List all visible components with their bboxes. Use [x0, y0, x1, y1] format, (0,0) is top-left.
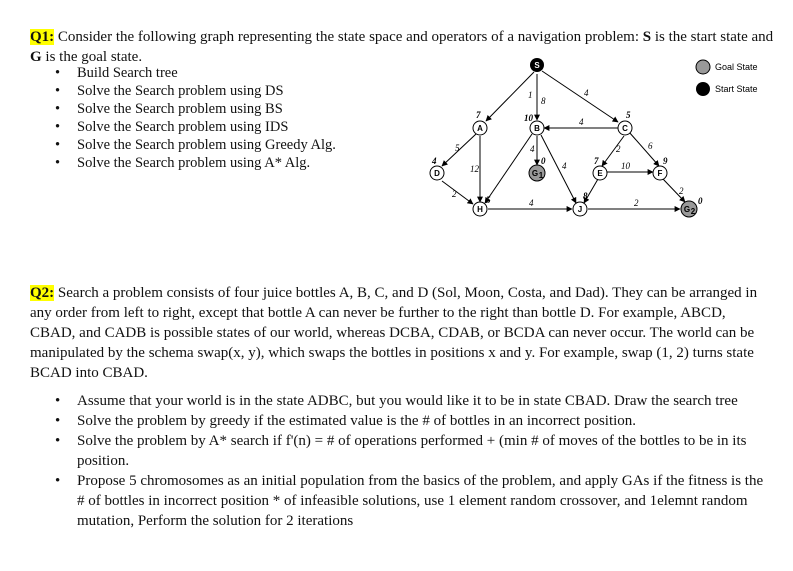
node-f [653, 166, 667, 180]
state-space-graph [420, 52, 775, 224]
legend-goal-label: Goal State [715, 62, 758, 72]
node-s [530, 58, 544, 72]
node-h-label: H [477, 205, 483, 214]
list-item: • Solve the Search problem using A* Alg. [55, 154, 336, 172]
heuristic-j: 8 [583, 191, 588, 201]
node-b-label: B [534, 124, 540, 133]
node-g1-label: G [531, 169, 539, 178]
weight-b-g1: 4 [530, 144, 535, 154]
list-item: • Solve the problem by greedy if the estimated value is the # of bottles in an incorrect position. [55, 411, 765, 431]
heuristic-e: 7 [594, 156, 599, 166]
node-c-label: C [622, 124, 628, 133]
q2-text: Search a problem consists of four juice bottles A, B, C, and D (Sol, Moon, Costa, and Dad). They can be arranged in any order from left to right, except that bottle A can never be further to the right than bottle D. For example, ABCD, CBAD, and CADB is possible states of our world, whereas DCBA, CDAB, or BCDA can never occur. The world can be manipulated by the schema swap(x, y), which swaps the bottles in positions x and y. For example, swap (1, 2) turns state BCAD into CBAD. [30, 285, 758, 381]
weight-h-j: 4 [529, 198, 534, 208]
node-e [593, 166, 607, 180]
q1-text-3: is the goal state. [41, 49, 143, 65]
weight-c-e: 2 [616, 144, 621, 154]
q1-label: Q1: [30, 29, 55, 45]
edge-s-c [542, 71, 618, 122]
weight-j-g2: 2 [634, 198, 639, 208]
q1-start-symbol: S [642, 29, 652, 45]
list-item: • Solve the Search problem using DS [55, 82, 336, 100]
list-item: • Build Search tree [55, 64, 336, 82]
q2-label: Q2: [30, 285, 55, 301]
legend-start-label: Start State [715, 84, 758, 94]
heuristic-b: 10 [524, 113, 533, 123]
node-g2 [681, 201, 697, 217]
weight-d-h: 2 [452, 189, 457, 199]
weight-s-a: 1 [528, 90, 533, 100]
heuristic-g2: 0 [698, 196, 703, 206]
q2-intro [30, 283, 770, 383]
node-a [473, 121, 487, 135]
node-g1-subscript: 1 [538, 171, 544, 180]
list-item: • Solve the Search problem using IDS [55, 118, 336, 136]
q1-task-list [55, 64, 336, 172]
node-d-label: D [434, 169, 440, 178]
q2-task-list [55, 391, 765, 531]
heuristic-d: 4 [432, 156, 437, 166]
edge-b-j [538, 135, 576, 203]
list-item: • Solve the Search problem using Greedy Alg. [55, 136, 336, 154]
heuristic-g1: 0 [541, 156, 546, 166]
list-item: • Propose 5 chromosomes as an initial population from the basics of the problem, and apply GAs if the fitness is the # of bottles in incorrect position * of infeasible solutions, use 1 element random crossover, and 1elemnt random mutation, Perform the solution for 2 iterations [55, 471, 765, 531]
weight-e-f: 10 [621, 161, 630, 171]
legend-goal-marker [696, 60, 710, 74]
node-f-label: F [657, 169, 663, 178]
node-a-label: A [477, 124, 483, 133]
q1-text-2: is the start state and [651, 29, 774, 45]
node-c [618, 121, 632, 135]
node-h [473, 202, 487, 216]
node-j [573, 202, 587, 216]
weight-c-b: 4 [579, 117, 584, 127]
heuristic-h: 5 [486, 195, 491, 205]
weight-b-j: 4 [562, 161, 567, 171]
weight-a-h: 12 [470, 164, 479, 174]
node-d [430, 166, 444, 180]
legend-start-marker [696, 82, 710, 96]
weight-c-f: 6 [648, 141, 653, 151]
edge-d-h [442, 181, 473, 204]
heuristic-f: 9 [663, 156, 668, 166]
node-b [530, 121, 544, 135]
list-item: • Solve the Search problem using BS [55, 100, 336, 118]
node-j-label: J [577, 205, 583, 214]
weight-s-c: 4 [584, 88, 589, 98]
list-item: • Solve the problem by A* search if f'(n) = # of operations performed + (min # of moves of the bottles to be in its position. [55, 431, 765, 471]
node-s-label: S [534, 61, 540, 70]
edge-c-f [629, 132, 659, 166]
node-g2-subscript: 2 [690, 207, 696, 216]
legend [696, 60, 758, 96]
weight-f-g2: 2 [679, 186, 684, 196]
node-e-label: E [597, 169, 603, 178]
weight-s-b: 8 [541, 96, 546, 106]
q1-goal-symbol: G [30, 49, 42, 65]
weight-a-d: 5 [455, 143, 460, 153]
heuristic-c: 5 [626, 110, 631, 120]
list-item: • Assume that your world is in the state ADBC, but you would like it to be in state CBAD. Draw the search tree [55, 391, 765, 411]
heuristic-a: 7 [476, 110, 481, 120]
edge-b-h [485, 134, 532, 203]
node-g2-label: G [683, 205, 691, 214]
node-g1 [529, 165, 545, 181]
q1-text-1: Consider the following graph representing the state space and operators of a navigation problem: [54, 29, 643, 45]
